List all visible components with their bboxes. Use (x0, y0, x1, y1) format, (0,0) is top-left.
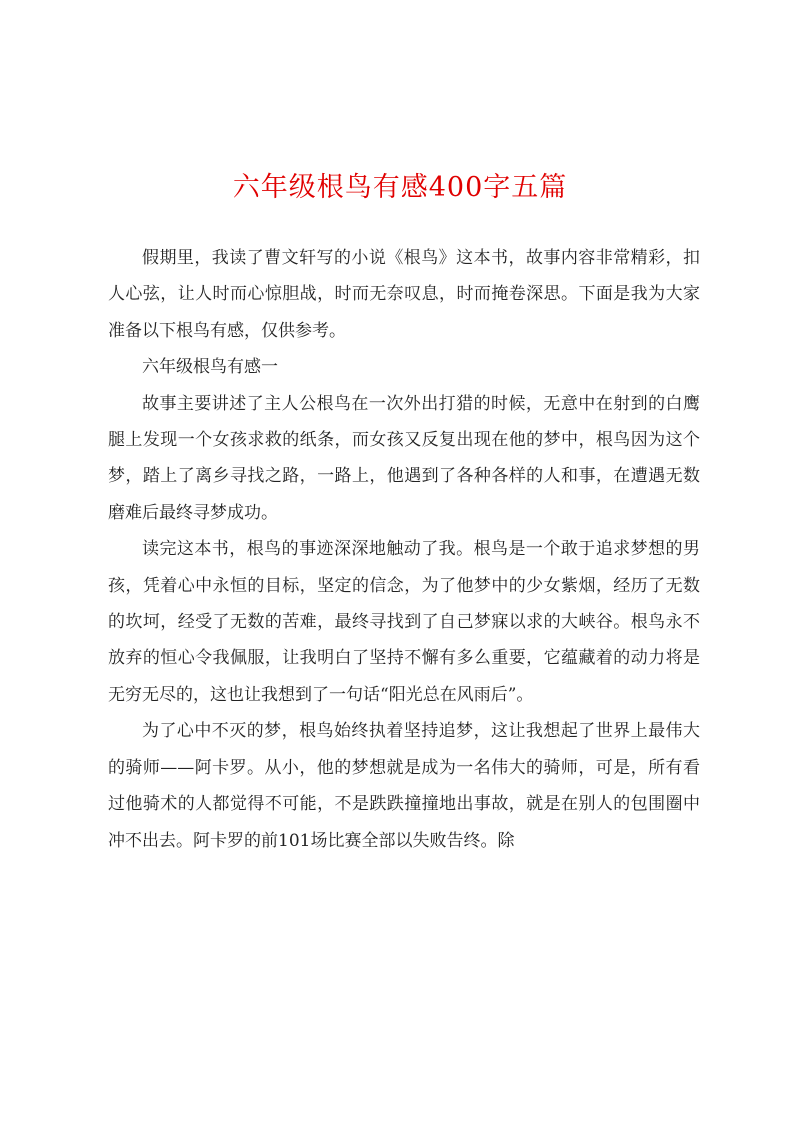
document-body (108, 240, 700, 859)
section-heading: 六年级根鸟有感一 (142, 357, 278, 378)
body-paragraph: 读完这本书，根鸟的事迹深深地触动了我。根鸟是一个敢于追求梦想的男孩，凭着心中永恒的目标，坚定的信念，为了他梦中的少女紫烟，经历了无数的坎坷，经受了无数的苦难，最终寻找到了自己梦寐以求的大峡谷。根鸟永不放弃的恒心令我佩服，让我明白了坚持不懈有多么重要，它蕴藏着的动力将是无穷无尽的，这也让我想到了一句话“阳光总在风雨后”。 (108, 539, 700, 705)
document-title: 六年级根鸟有感400字五篇 (232, 172, 568, 203)
intro-paragraph: 假期里，我读了曹文轩写的小说《根鸟》这本书，故事内容非常精彩，扣人心弦，让人时而心惊胆战，时而无奈叹息，时而掩卷深思。下面是我为大家准备以下根鸟有感，仅供参考。 (108, 248, 700, 341)
body-paragraph: 故事主要讲述了主人公根鸟在一次外出打猎的时候，无意中在射到的白鹰腿上发现一个女孩求救的纸条，而女孩又反复出现在他的梦中，根鸟因为这个梦，踏上了离乡寻找之路，一路上，他遇到了各种各样的人和事，在遭遇无数磨难后最终寻梦成功。 (108, 393, 700, 523)
body-paragraph: 为了心中不灭的梦，根鸟始终执着坚持追梦，这让我想起了世界上最伟大的骑师——阿卡罗。从小，他的梦想就是成为一名伟大的骑师，可是，所有看过他骑术的人都觉得不可能，不是跌跌撞撞地出事故，就是在别人的包围圈中冲不出去。阿卡罗的前101场比赛全部以失败告终。除 (108, 721, 700, 851)
